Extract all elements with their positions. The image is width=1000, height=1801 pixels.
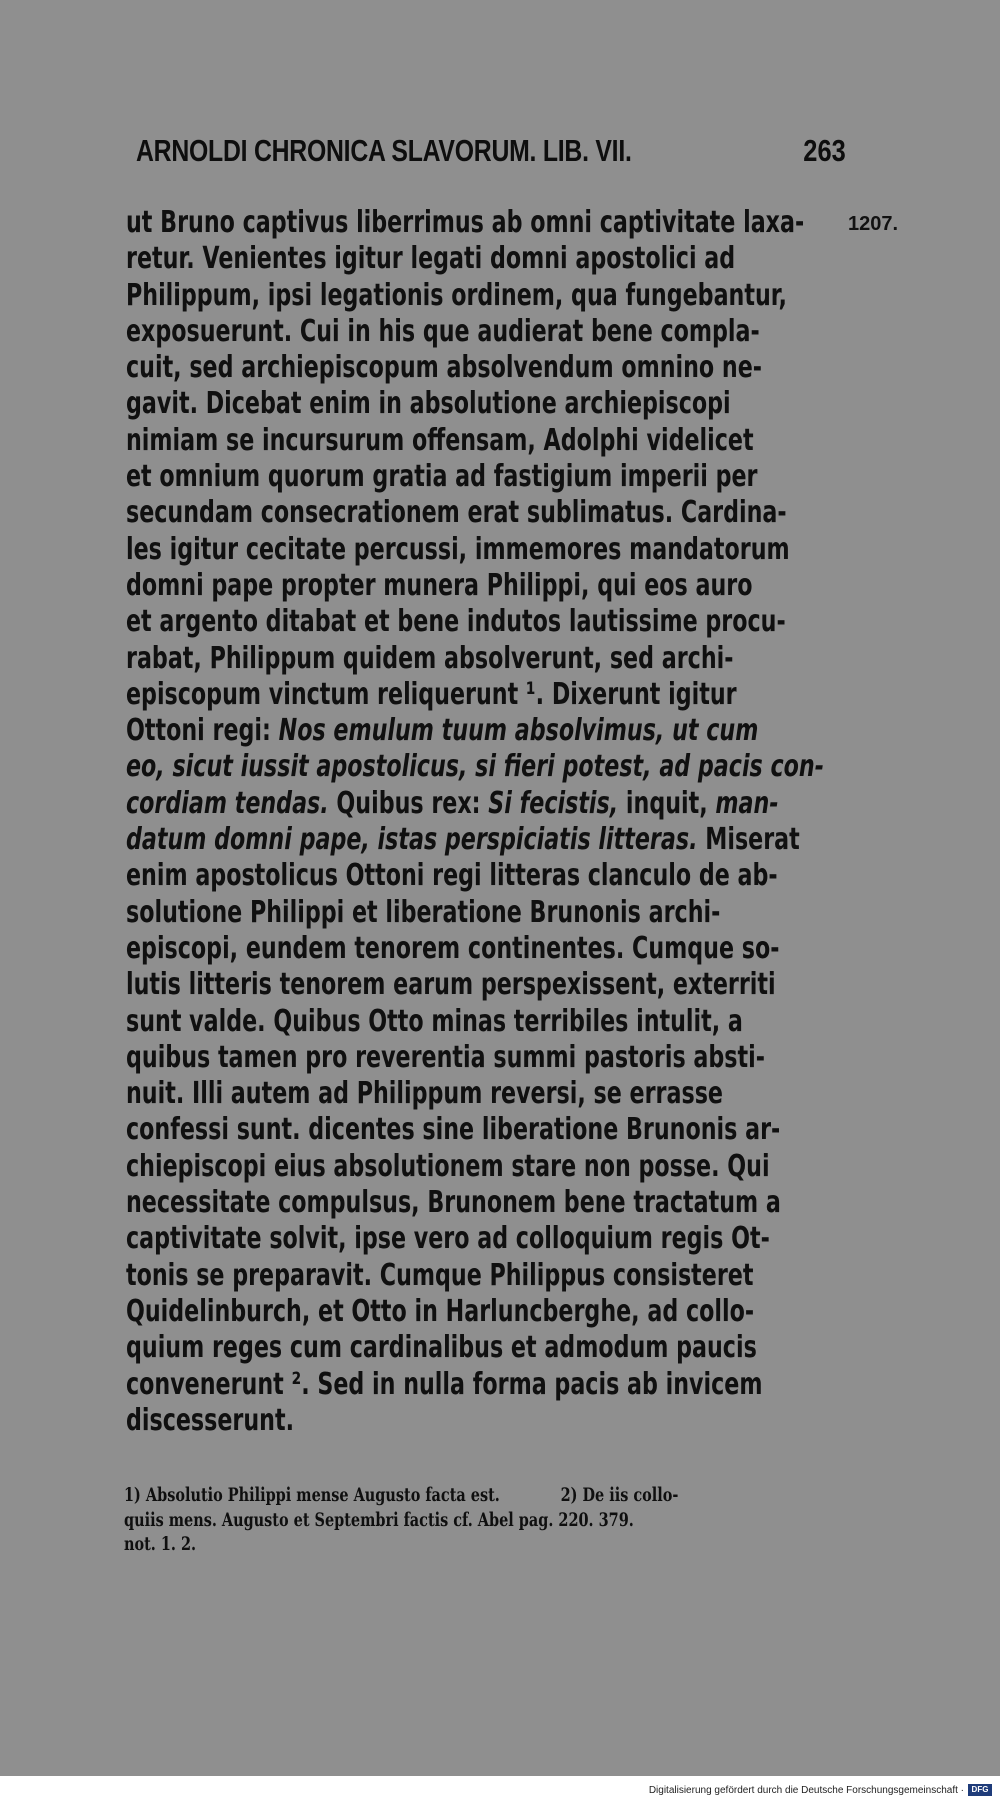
text-line (126, 749, 824, 785)
text-line: lutis litteris tenorem earum perspexissent, exterriti (126, 967, 776, 1003)
footnote-line: not. 1. 2. (124, 1533, 197, 1555)
footnotes (124, 1483, 844, 1557)
text-roman: inquit, (618, 785, 716, 821)
text-italic: datum domni pape, istas perspiciatis litteras. (126, 822, 698, 858)
footnote-2: 2) De iis collo- (560, 1484, 679, 1506)
text-line: les igitur cecitate percussi, immemores mandatorum (126, 531, 790, 567)
text-italic: eo, sicut iussit apostolicus, si fieri potest, ad pacis con- (126, 749, 824, 785)
text-roman: Quibus rex: (328, 785, 489, 821)
text-line: sunt valde. Quibus Otto minas terribiles intulit, a (126, 1003, 743, 1039)
running-title: ARNOLDI CHRONICA SLAVORUM. LIB. VII. (136, 133, 632, 168)
text-roman: Ottoni regi: (126, 713, 279, 749)
text-italic: man- (715, 785, 779, 821)
text-line: ut Bruno captivus liberrimus ab omni captivitate laxa- (126, 205, 805, 240)
text-line: enim apostolicus Ottoni regi litteras clanculo de ab- (126, 858, 778, 894)
text-line: tonis se preparavit. Cumque Philippus consisteret (126, 1257, 754, 1293)
text-line: episcopum vinctum reliquerunt ¹. Dixerunt igitur (126, 676, 737, 712)
text-line: et omnium quorum gratia ad fastigium imperii per (126, 459, 758, 495)
text-line: convenerunt ². Sed in nulla forma pacis ab invicem (126, 1366, 763, 1402)
text-line: solutione Philippi et liberatione Brunonis archi- (126, 894, 721, 930)
text-line: episcopi, eundem tenorem continentes. Cumque so- (126, 930, 780, 966)
main-text (126, 205, 846, 1439)
footnote-1: 1) Absolutio Philippi mense Augusto facta est. (124, 1484, 500, 1506)
text-line: discesserunt. (126, 1402, 295, 1438)
text-line: Philippum, ipsi legationis ordinem, qua fungebantur, (126, 277, 787, 313)
text-line: quibus tamen pro reverentia summi pastoris absti- (126, 1039, 765, 1075)
text-line: rabat, Philippum quidem absolverunt, sed archi- (126, 640, 734, 676)
text-line: confessi sunt. dicentes sine liberatione Brunonis ar- (126, 1112, 781, 1148)
footnote-line: quiis mens. Augusto et Septembri factis cf. Abel pag. 220. 379. (124, 1508, 634, 1531)
text-line: gavit. Dicebat enim in absolutione archiepiscopi (126, 386, 731, 422)
text-roman: Miserat (697, 822, 800, 858)
text-line: nimiam se incursurum offensam, Adolphi videlicet (126, 422, 754, 458)
text-line: et argento ditabat et bene indutos lautissime procu- (126, 604, 786, 640)
text-italic: Nos emulum tuum absolvimus, ut cum (278, 713, 759, 749)
digitization-credit (649, 1782, 992, 1798)
margin-year: 1207. (848, 213, 899, 235)
footnote-line (124, 1483, 679, 1508)
text-italic: cordiam tendas. (126, 785, 329, 821)
page-number: 263 (803, 133, 846, 168)
page-header (136, 133, 846, 177)
text-line (126, 822, 800, 858)
text-line: retur. Venientes igitur legati domni apostolici ad (126, 241, 736, 277)
text-line: cuit, sed archiepiscopum absolvendum omnino ne- (126, 350, 762, 386)
text-line: captivitate solvit, ipse vero ad colloquium regis Ot- (126, 1221, 770, 1257)
text-line: necessitate compulsus, Brunonem bene tractatum a (126, 1185, 781, 1221)
text-line: quium reges cum cardinalibus et admodum paucis (126, 1330, 757, 1366)
text-line: nuit. Illi autem ad Philippum reversi, se errasse (126, 1076, 723, 1112)
text-italic: Si fecistis, (488, 785, 619, 821)
text-line: exposuerunt. Cui in his que audierat bene compla- (126, 313, 760, 349)
text-line: domni pape propter munera Philippi, qui eos auro (126, 567, 753, 603)
text-line: chiepiscopi eius absolutionem stare non posse. Qui (126, 1148, 770, 1184)
credit-text: Digitalisierung gefördert durch die Deutsche Forschungsgemeinschaft · (648, 1784, 964, 1796)
text-line (126, 785, 779, 822)
text-line (126, 713, 759, 749)
text-line: Quidelinburch, et Otto in Harluncberghe, ad collo- (126, 1293, 755, 1329)
dfg-logo-icon: DFG (968, 1784, 992, 1796)
text-line: secundam consecrationem erat sublimatus. Cardina- (126, 495, 787, 531)
